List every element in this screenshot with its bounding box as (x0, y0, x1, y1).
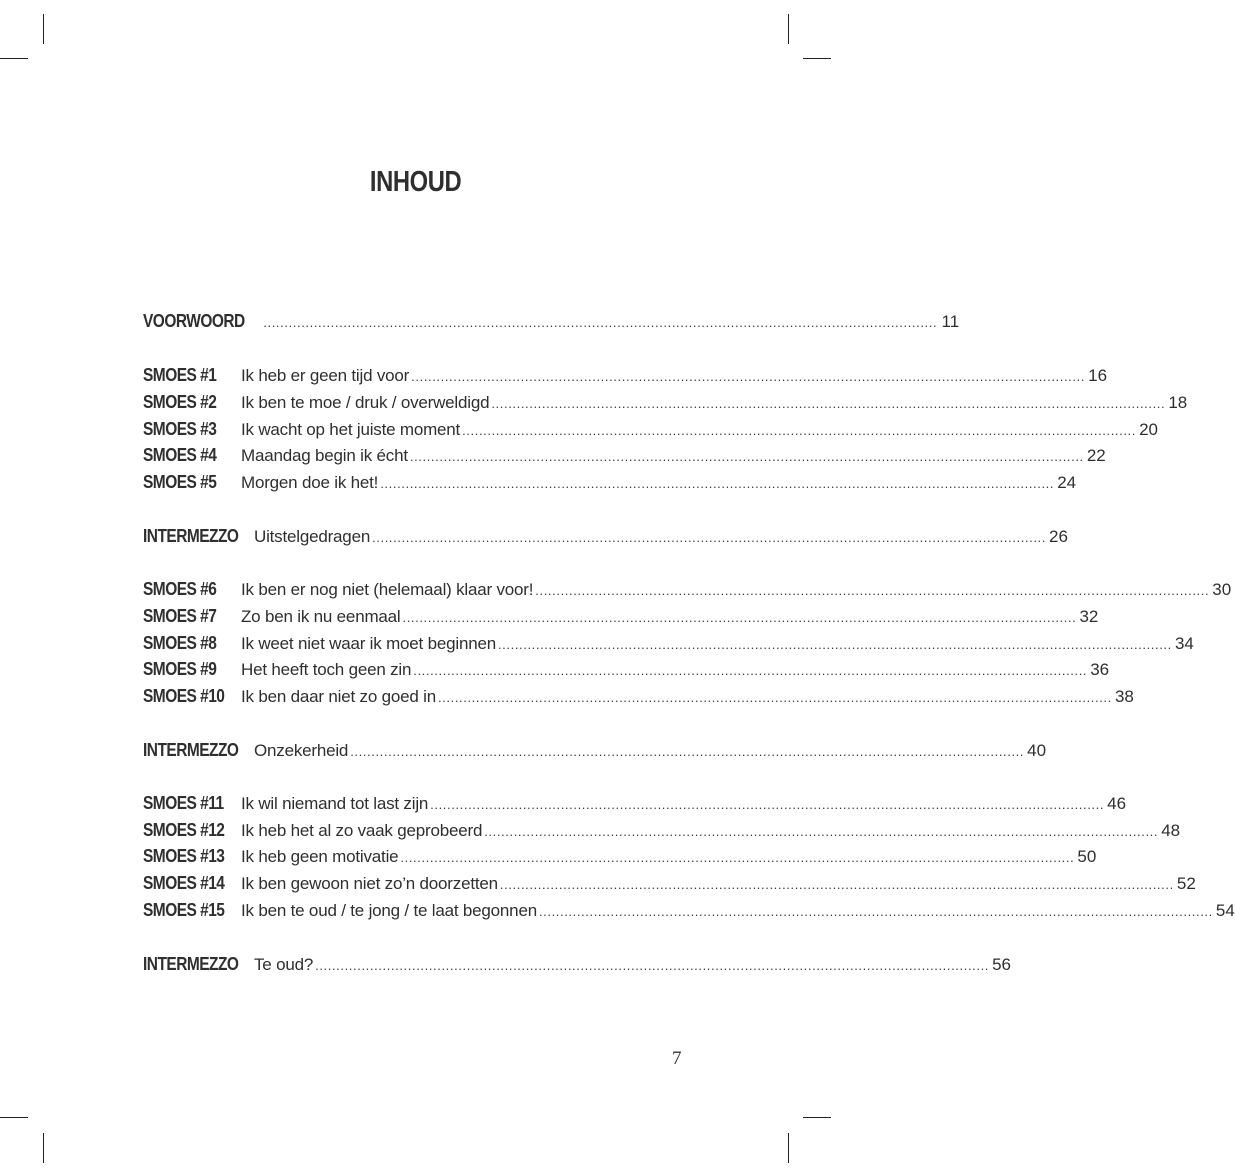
leader-dots: ................................................................................................................................................................ (538, 904, 1213, 919)
toc-entry[interactable] (143, 900, 1235, 926)
leader-dots: ................................................................................................................................................................ (437, 690, 1112, 705)
toc-label: SMOES #13 (143, 846, 225, 866)
toc-entry[interactable] (143, 579, 1232, 605)
leader-dots: ................................................................................................................................................................ (462, 423, 1136, 438)
leader-dots: ................................................................................................................................................................ (372, 530, 1046, 545)
crop-mark (0, 58, 28, 59)
toc-page: 54 (1215, 901, 1235, 920)
toc-label: SMOES #7 (143, 606, 217, 626)
leader-dots: ................................................................................................................................................................ (484, 824, 1159, 839)
toc-label: SMOES #4 (143, 445, 217, 465)
leader-dots: ................................................................................................................................................................ (430, 797, 1105, 812)
toc-page: 34 (1174, 634, 1194, 653)
toc-title: Ik ben te oud / te jong / te laat begonnen (241, 901, 537, 920)
toc-entry[interactable] (143, 445, 1106, 471)
toc-page: 30 (1212, 580, 1232, 599)
toc-entry[interactable] (143, 820, 1181, 846)
toc-title: Uitstelgedragen (254, 527, 371, 546)
toc-label: INTERMEZZO (143, 954, 239, 974)
toc-title: Ik heb geen motivatie (241, 847, 399, 866)
toc-entry[interactable] (143, 472, 1077, 498)
leader-dots: ................................................................................................................................................................ (402, 610, 1077, 625)
toc-label: INTERMEZZO (143, 740, 239, 760)
toc-page: 11 (941, 312, 960, 331)
toc-title: Ik ben gewoon niet zo’n doorzetten (241, 874, 498, 893)
toc-entry[interactable] (143, 846, 1097, 872)
toc-entry[interactable] (143, 526, 1068, 552)
toc-entry[interactable] (143, 606, 1099, 632)
toc-label: SMOES #5 (143, 472, 217, 492)
page-number: 7 (672, 1048, 682, 1069)
toc-page: 20 (1139, 420, 1158, 439)
toc-entry[interactable] (143, 686, 1134, 712)
toc-entry[interactable] (143, 873, 1196, 899)
toc-entry[interactable] (143, 659, 1110, 685)
toc-title: Ik ben er nog niet (helemaal) klaar voor! (241, 580, 534, 599)
crop-mark (803, 1117, 831, 1118)
toc-label: SMOES #2 (143, 392, 217, 412)
toc-title: Te oud? (254, 955, 314, 974)
leader-dots: ................................................................................................................................................................ (411, 369, 1086, 384)
toc-entry[interactable] (143, 633, 1194, 659)
toc-label: SMOES #8 (143, 633, 217, 653)
toc-entry[interactable] (143, 954, 1011, 980)
toc-title: Ik wacht op het juiste moment (241, 420, 461, 439)
toc-entry[interactable] (143, 793, 1127, 819)
toc-title: Morgen doe ik het! (241, 473, 379, 492)
leader-dots: ................................................................................................................................................................ (350, 744, 1025, 759)
toc-title: Maandag begin ik écht (241, 446, 408, 465)
toc-entry[interactable] (143, 392, 1188, 418)
crop-mark (0, 1117, 28, 1118)
leader-dots: ................................................................................................................................................................ (263, 315, 938, 330)
leader-dots: ................................................................................................................................................................ (413, 663, 1088, 678)
toc-page: 56 (992, 955, 1011, 974)
toc-page: 40 (1027, 741, 1047, 760)
toc-page: 26 (1049, 527, 1068, 546)
toc-label: SMOES #11 (143, 793, 224, 813)
toc-label: SMOES #10 (143, 686, 225, 706)
leader-dots: ................................................................................................................................................................ (380, 476, 1055, 491)
toc-title: Ik heb er geen tijd voor (241, 366, 410, 385)
toc-label: SMOES #15 (143, 900, 225, 920)
toc-label: SMOES #12 (143, 820, 225, 840)
toc-page: 24 (1057, 473, 1077, 492)
toc-label: VOORWOORD (143, 311, 245, 331)
leader-dots: ................................................................................................................................................................ (497, 637, 1172, 652)
toc-entry[interactable] (143, 365, 1108, 391)
toc-label: SMOES #6 (143, 579, 217, 599)
toc-title: Ik ben daar niet zo goed in (241, 687, 436, 706)
crop-mark (788, 1133, 789, 1163)
toc-title: Zo ben ik nu eenmaal (241, 607, 401, 626)
toc-page: 50 (1077, 847, 1097, 866)
toc-title: Ik ben te moe / druk / overweldigd (241, 393, 490, 412)
toc-label: INTERMEZZO (143, 526, 239, 546)
leader-dots: ................................................................................................................................................................ (315, 958, 989, 973)
toc-page: 48 (1161, 821, 1181, 840)
toc-page: 16 (1088, 366, 1108, 385)
crop-mark (43, 1133, 44, 1163)
toc-label: SMOES #3 (143, 419, 217, 439)
leader-dots: ................................................................................................................................................................ (491, 396, 1166, 411)
crop-mark (803, 58, 831, 59)
toc-page: 38 (1114, 687, 1134, 706)
toc-entry[interactable] (143, 740, 1047, 766)
toc-label: SMOES #14 (143, 873, 225, 893)
leader-dots: ................................................................................................................................................................ (499, 877, 1174, 892)
toc-title: Ik heb het al zo vaak geprobeerd (241, 821, 483, 840)
page-title: INHOUD (369, 166, 462, 198)
leader-dots: ................................................................................................................................................................ (400, 850, 1075, 865)
toc-page: 18 (1168, 393, 1188, 412)
leader-dots: ................................................................................................................................................................ (409, 449, 1084, 464)
toc-page: 22 (1086, 446, 1106, 465)
toc-page: 52 (1176, 874, 1196, 893)
toc-title: Het heeft toch geen zin (241, 660, 412, 679)
toc-page: 32 (1079, 607, 1099, 626)
leader-dots: ................................................................................................................................................................ (535, 583, 1210, 598)
toc-entry[interactable] (143, 419, 1158, 445)
toc-title: Ik weet niet waar ik moet beginnen (241, 634, 496, 653)
toc-page: 46 (1107, 794, 1127, 813)
toc-title: Onzekerheid (254, 741, 349, 760)
toc-title: Ik wil niemand tot last zijn (241, 794, 429, 813)
crop-mark (788, 14, 789, 44)
toc-label: SMOES #9 (143, 659, 217, 679)
toc-entry-voorwoord[interactable] (143, 311, 960, 337)
toc-page: 36 (1090, 660, 1110, 679)
crop-mark (43, 14, 44, 44)
toc-label: SMOES #1 (143, 365, 217, 385)
